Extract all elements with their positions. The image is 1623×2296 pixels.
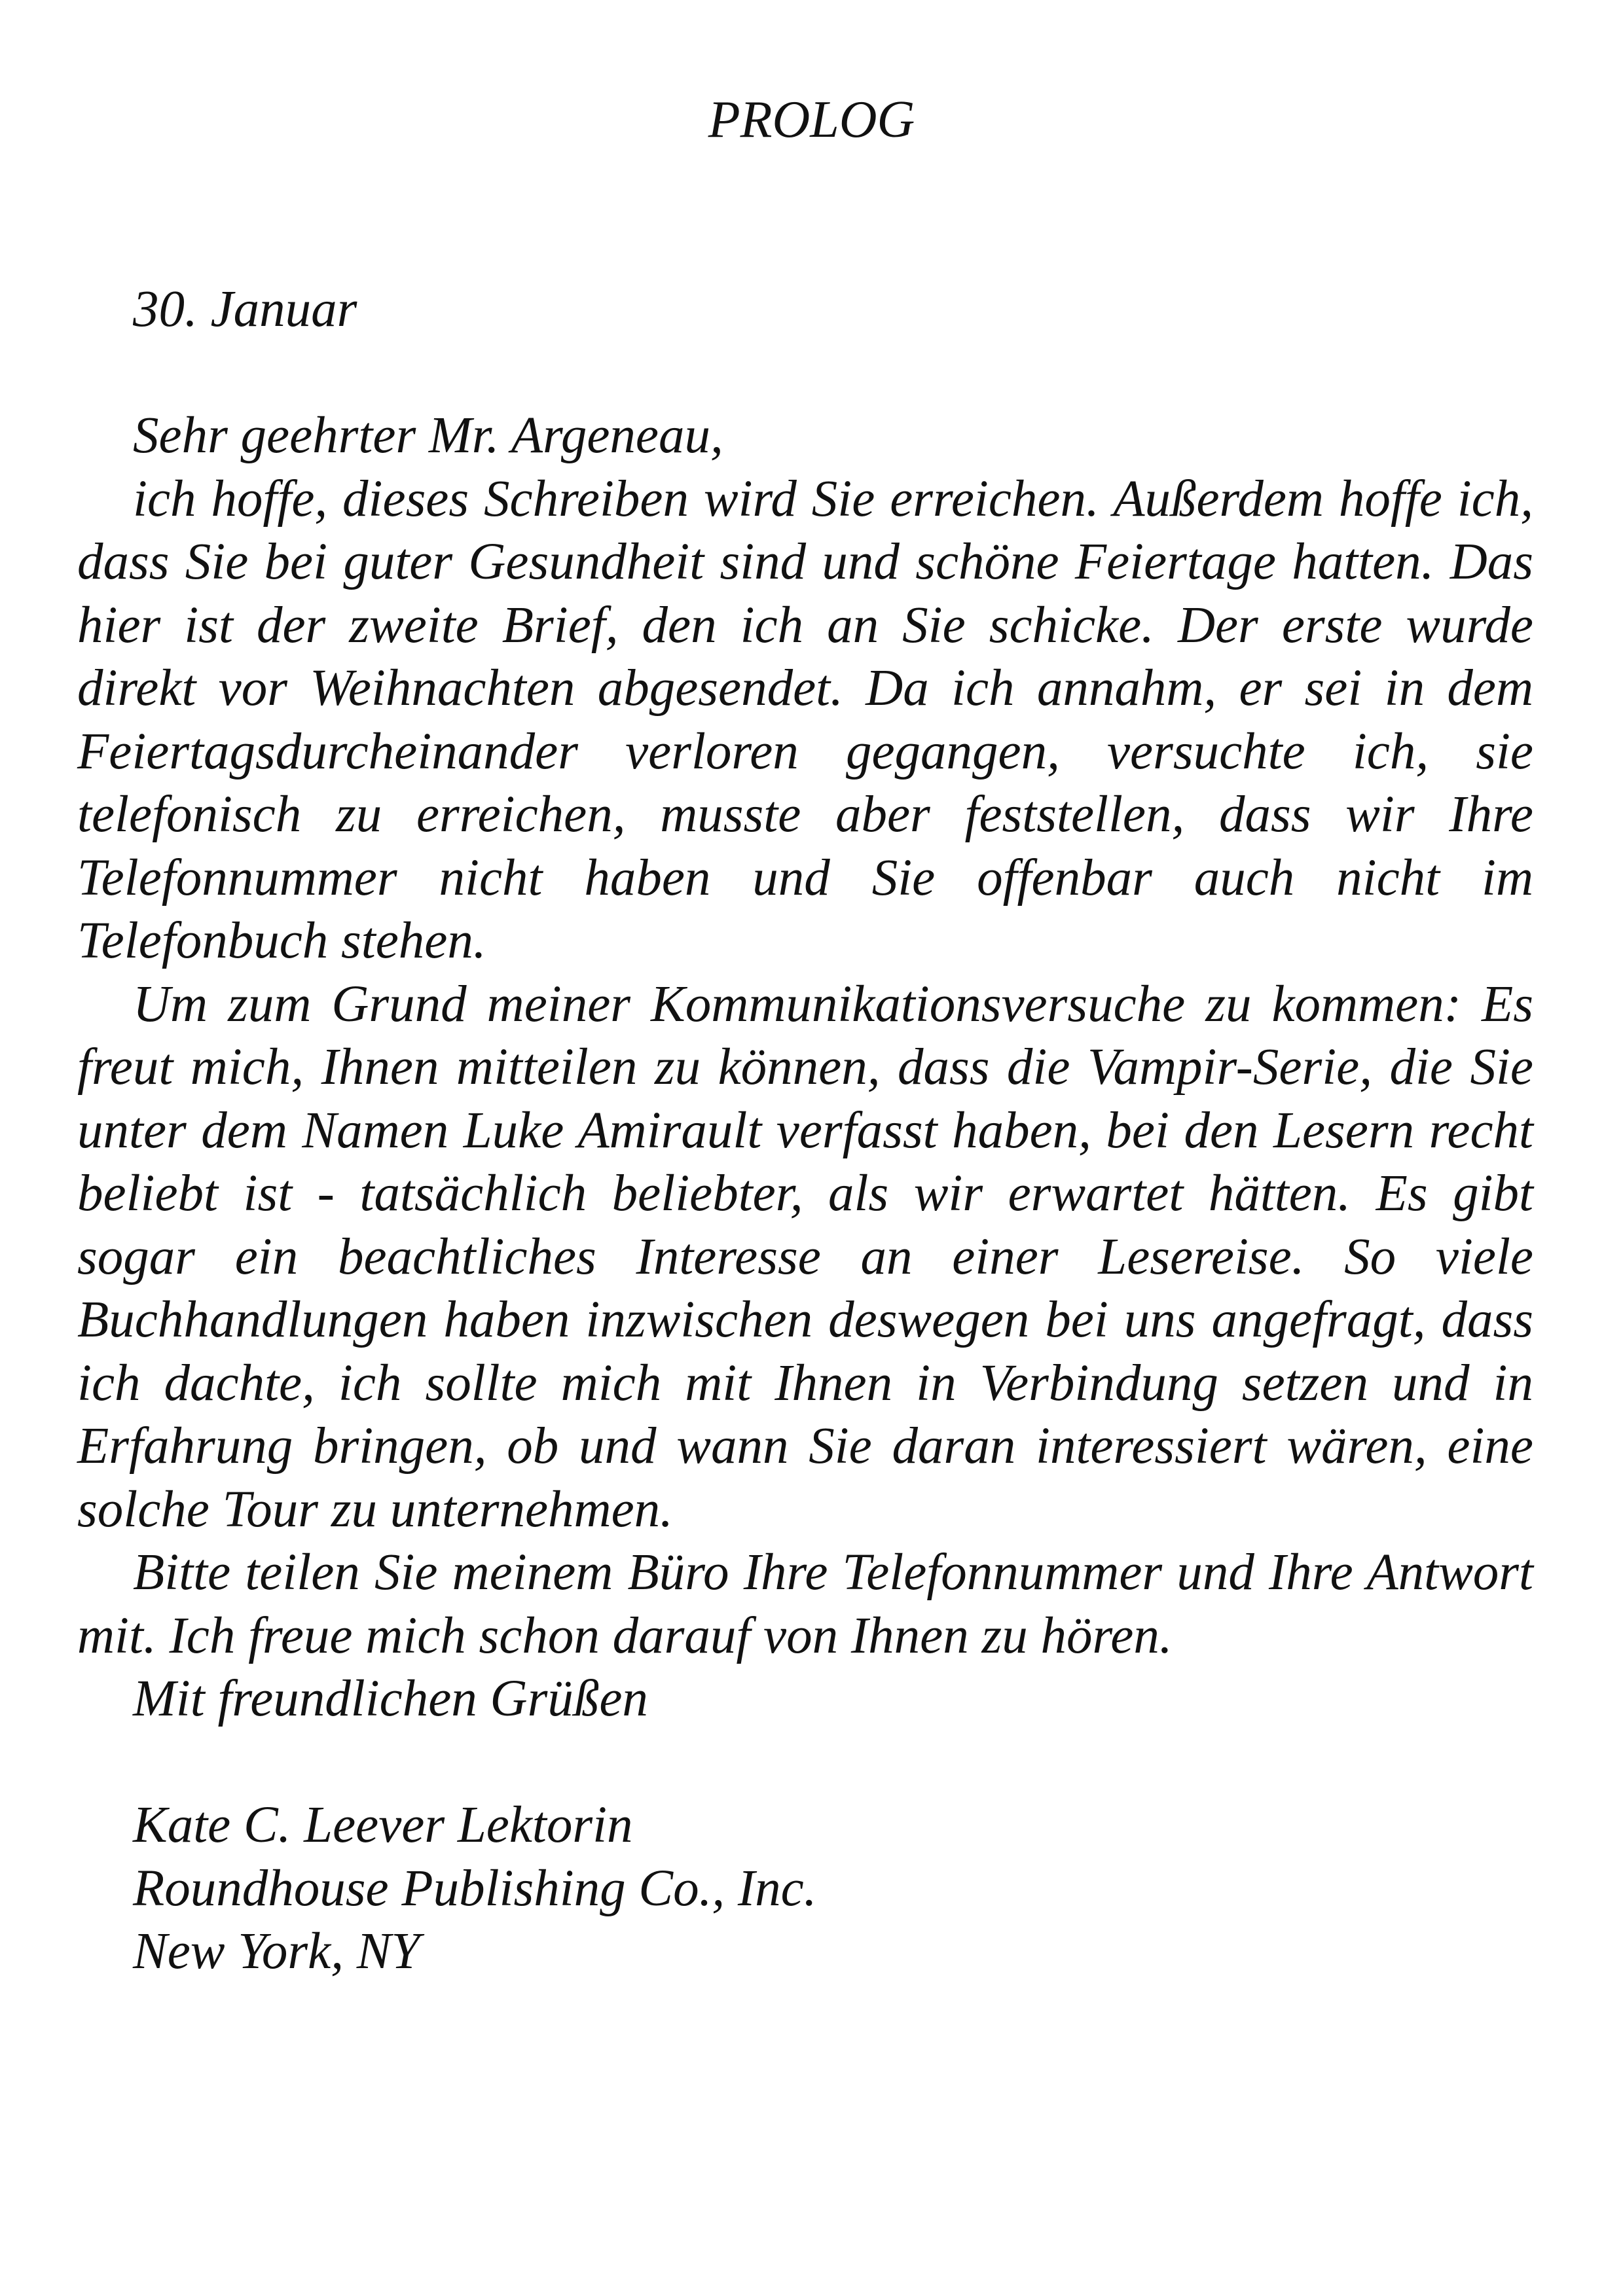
blank-line — [77, 342, 1533, 405]
letter-paragraph-3: Bitte teilen Sie meinem Büro Ihre Telefonnummer und Ihre Antwort mit. Ich freue mich schon darauf von Ihnen zu hören. — [77, 1544, 1533, 1664]
letter-paragraph-2: Um zum Grund meiner Kommunikationsversuche zu kommen: Es freut mich, Ihnen mitteilen zu können, dass die Vampir-Serie, die Sie unter dem Namen Luke Amirault verfasst haben, bei den Lesern recht beliebt ist - tatsächlich beliebter, als wir erwartet hätten. Es gibt sogar ein beachtliches Interesse an einer Lesereise. So viele Buchhandlungen haben inzwischen deswegen bei uns angefragt, dass ich dachte, ich sollte mich mit Ihnen in Verbindung setzen und in Erfahrung bringen, ob und wann Sie daran interessiert wären, eine solche Tour zu unternehmen. — [77, 975, 1533, 1538]
signature-name: Kate C. Leever Lektorin — [133, 1797, 633, 1854]
blank-line — [77, 1731, 1533, 1795]
letter-date: 30. Januar — [133, 281, 357, 338]
letter-salutation: Sehr geehrter Mr. Argeneau, — [133, 407, 723, 464]
signature-company: Roundhouse Publishing Co., Inc. — [133, 1859, 817, 1917]
signature-location: New York, NY — [133, 1923, 420, 1980]
letter-paragraph-1: ich hoffe, dieses Schreiben wird Sie erreichen. Außerdem hoffe ich, dass Sie bei guter Gesundheit sind und schöne Feiertage hatten. Das hier ist der zweite Brief, den ich an Sie schicke. Der erste wurde direkt vor Weihnachten abgesendet. Da ich annahm, er sei in dem Feiertagsdurcheinander verloren gegangen, versuchte ich, sie telefonisch zu erreichen, musste aber feststellen, dass wir Ihre Telefonnummer nicht haben und Sie offenbar auch nicht im Telefonbuch stehen. — [77, 470, 1533, 969]
letter-closing: Mit freundlichen Grüßen — [133, 1670, 648, 1727]
letter — [77, 278, 1533, 1984]
signature-block — [77, 1794, 1533, 1984]
chapter-title: PROLOG — [708, 91, 915, 149]
